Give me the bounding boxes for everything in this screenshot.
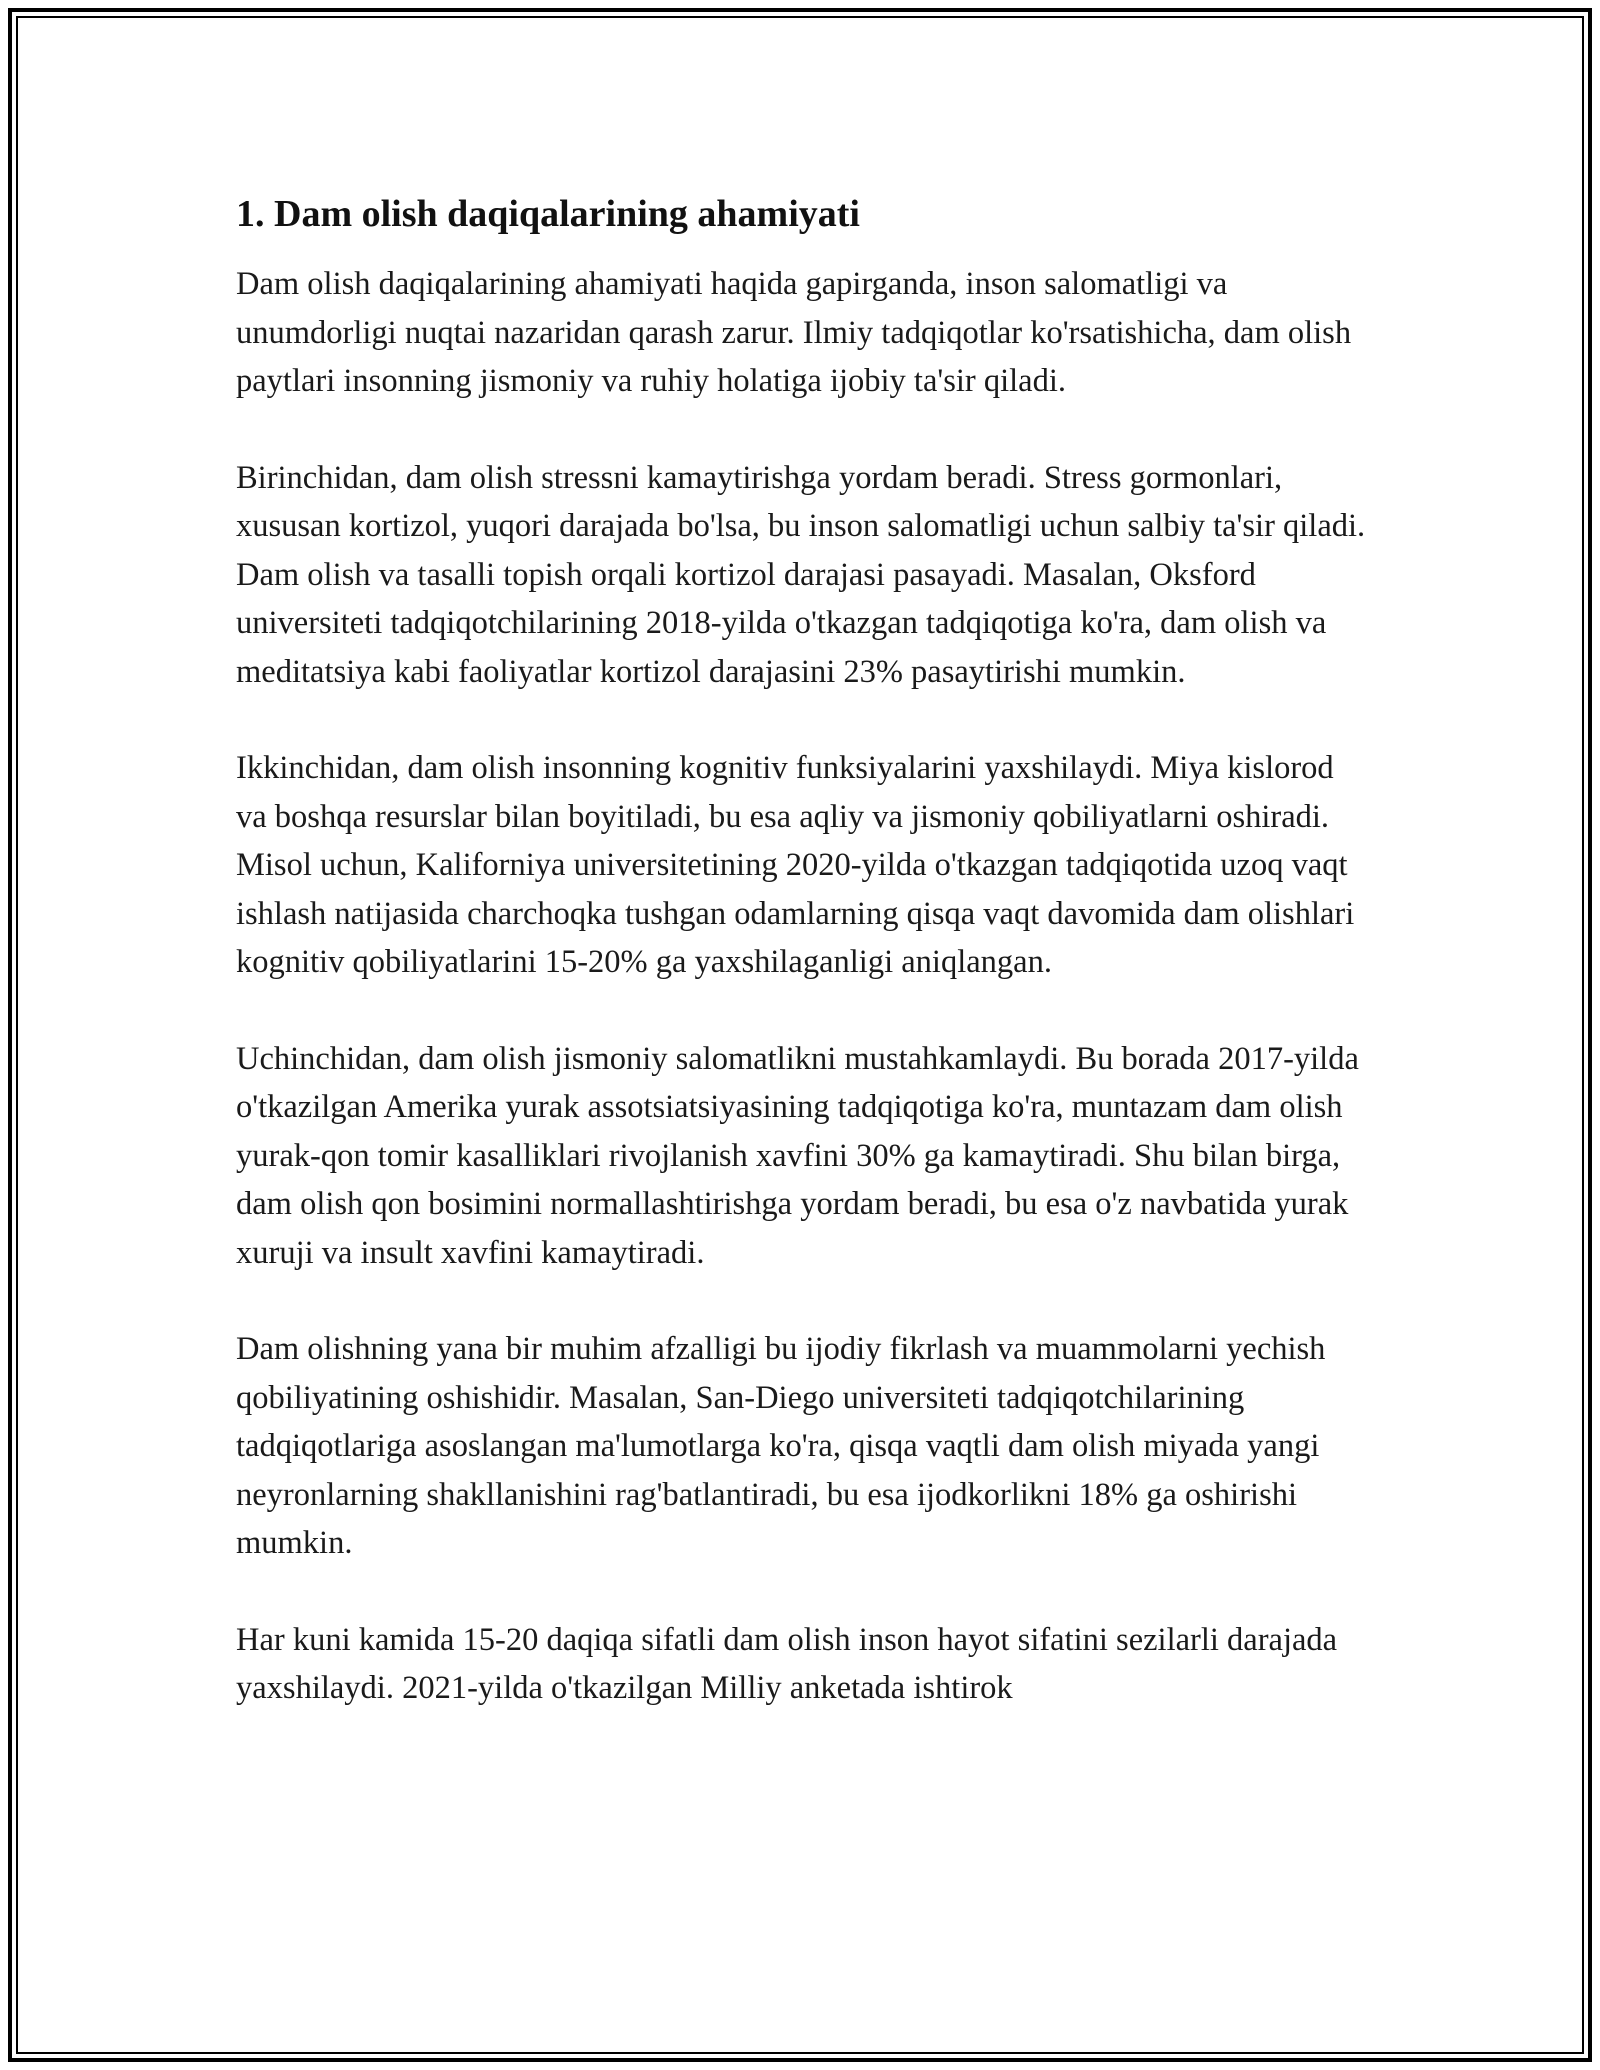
paragraph-cognitive: Ikkinchidan, dam olish insonning kognitiv funksiyalarini yaxshilaydi. Miya kislorod va boshqa resurslar bilan boyitiladi, bu esa aqliy va jismoniy qobiliyatlarni oshiradi. Misol uchun, Kaliforniya universitetining 2020-yilda o'tkazgan tadqiqotida uzoq vaqt ishlash natijasida charchoqka tushgan odamlarning qisqa vaqt davomida dam olishlari kognitiv qobiliyatlarini 15-20% ga yaxshilaganligi aniqlangan. [236,750,1355,980]
paragraph-creativity: Dam olishning yana bir muhim afzalligi bu ijodiy fikrlash va muammolarni yechish qobiliyatining oshishidir. Masalan, San-Diego universiteti tadqiqotchilarining tadqiqotlariga asoslangan ma'lumotlarga ko'ra, qisqa vaqtli dam olish miyada yangi neyronlarning shakllanishini rag'batlantiradi, bu esa ijodkorlikni 18% ga oshirishi mumkin. [236,1331,1326,1561]
document-body [236,188,1366,1761]
paragraph-physical: Uchinchidan, dam olish jismoniy salomatlikni mustahkamlaydi. Bu borada 2017-yilda o'tkazilgan Amerika yurak assotsiatsiyasining tadqiqotiga ko'ra, muntazam dam olish yurak-qon tomir kasalliklari rivojlanish xavfini 30% ga kamaytiradi. Shu bilan birga, dam olish qon bosimini normallashtirishga yordam beradi, bu esa o'z navbatida yurak xuruji va insult xavfini kamaytiradi. [236,1040,1359,1271]
section-heading: 1. Dam olish daqiqalarining ahamiyati [236,193,860,235]
paragraph-daily-rest: Har kuni kamida 15-20 daqiqa sifatli dam olish inson hayot sifatini sezilarli darajada yaxshilaydi. 2021-yilda o'tkazilgan Milliy anketada ishtirok [236,1621,1338,1706]
paragraph-intro: Dam olish daqiqalarining ahamiyati haqida gapirganda, inson salomatligi va unumdorligi nuqtai nazaridan qarash zarur. Ilmiy tadqiqotlar ko'rsatishicha, dam olish paytlari insonning jismoniy va ruhiy holatiga ijobiy ta'sir qiladi. [236,266,1352,399]
paragraph-stress: Birinchidan, dam olish stressni kamaytirishga yordam beradi. Stress gormonlari, xususan kortizol, yuqori darajada bo'lsa, bu inson salomatligi uchun salbiy ta'sir qiladi. Dam olish va tasalli topish orqali kortizol darajasi pasayadi. Masalan, Oksford universiteti tadqiqotchilarining 2018-yilda o'tkazgan tadqiqotiga ko'ra, dam olish va meditatsiya kabi faoliyatlar kortizol darajasini 23% pasaytirishi mumkin. [236,459,1366,690]
